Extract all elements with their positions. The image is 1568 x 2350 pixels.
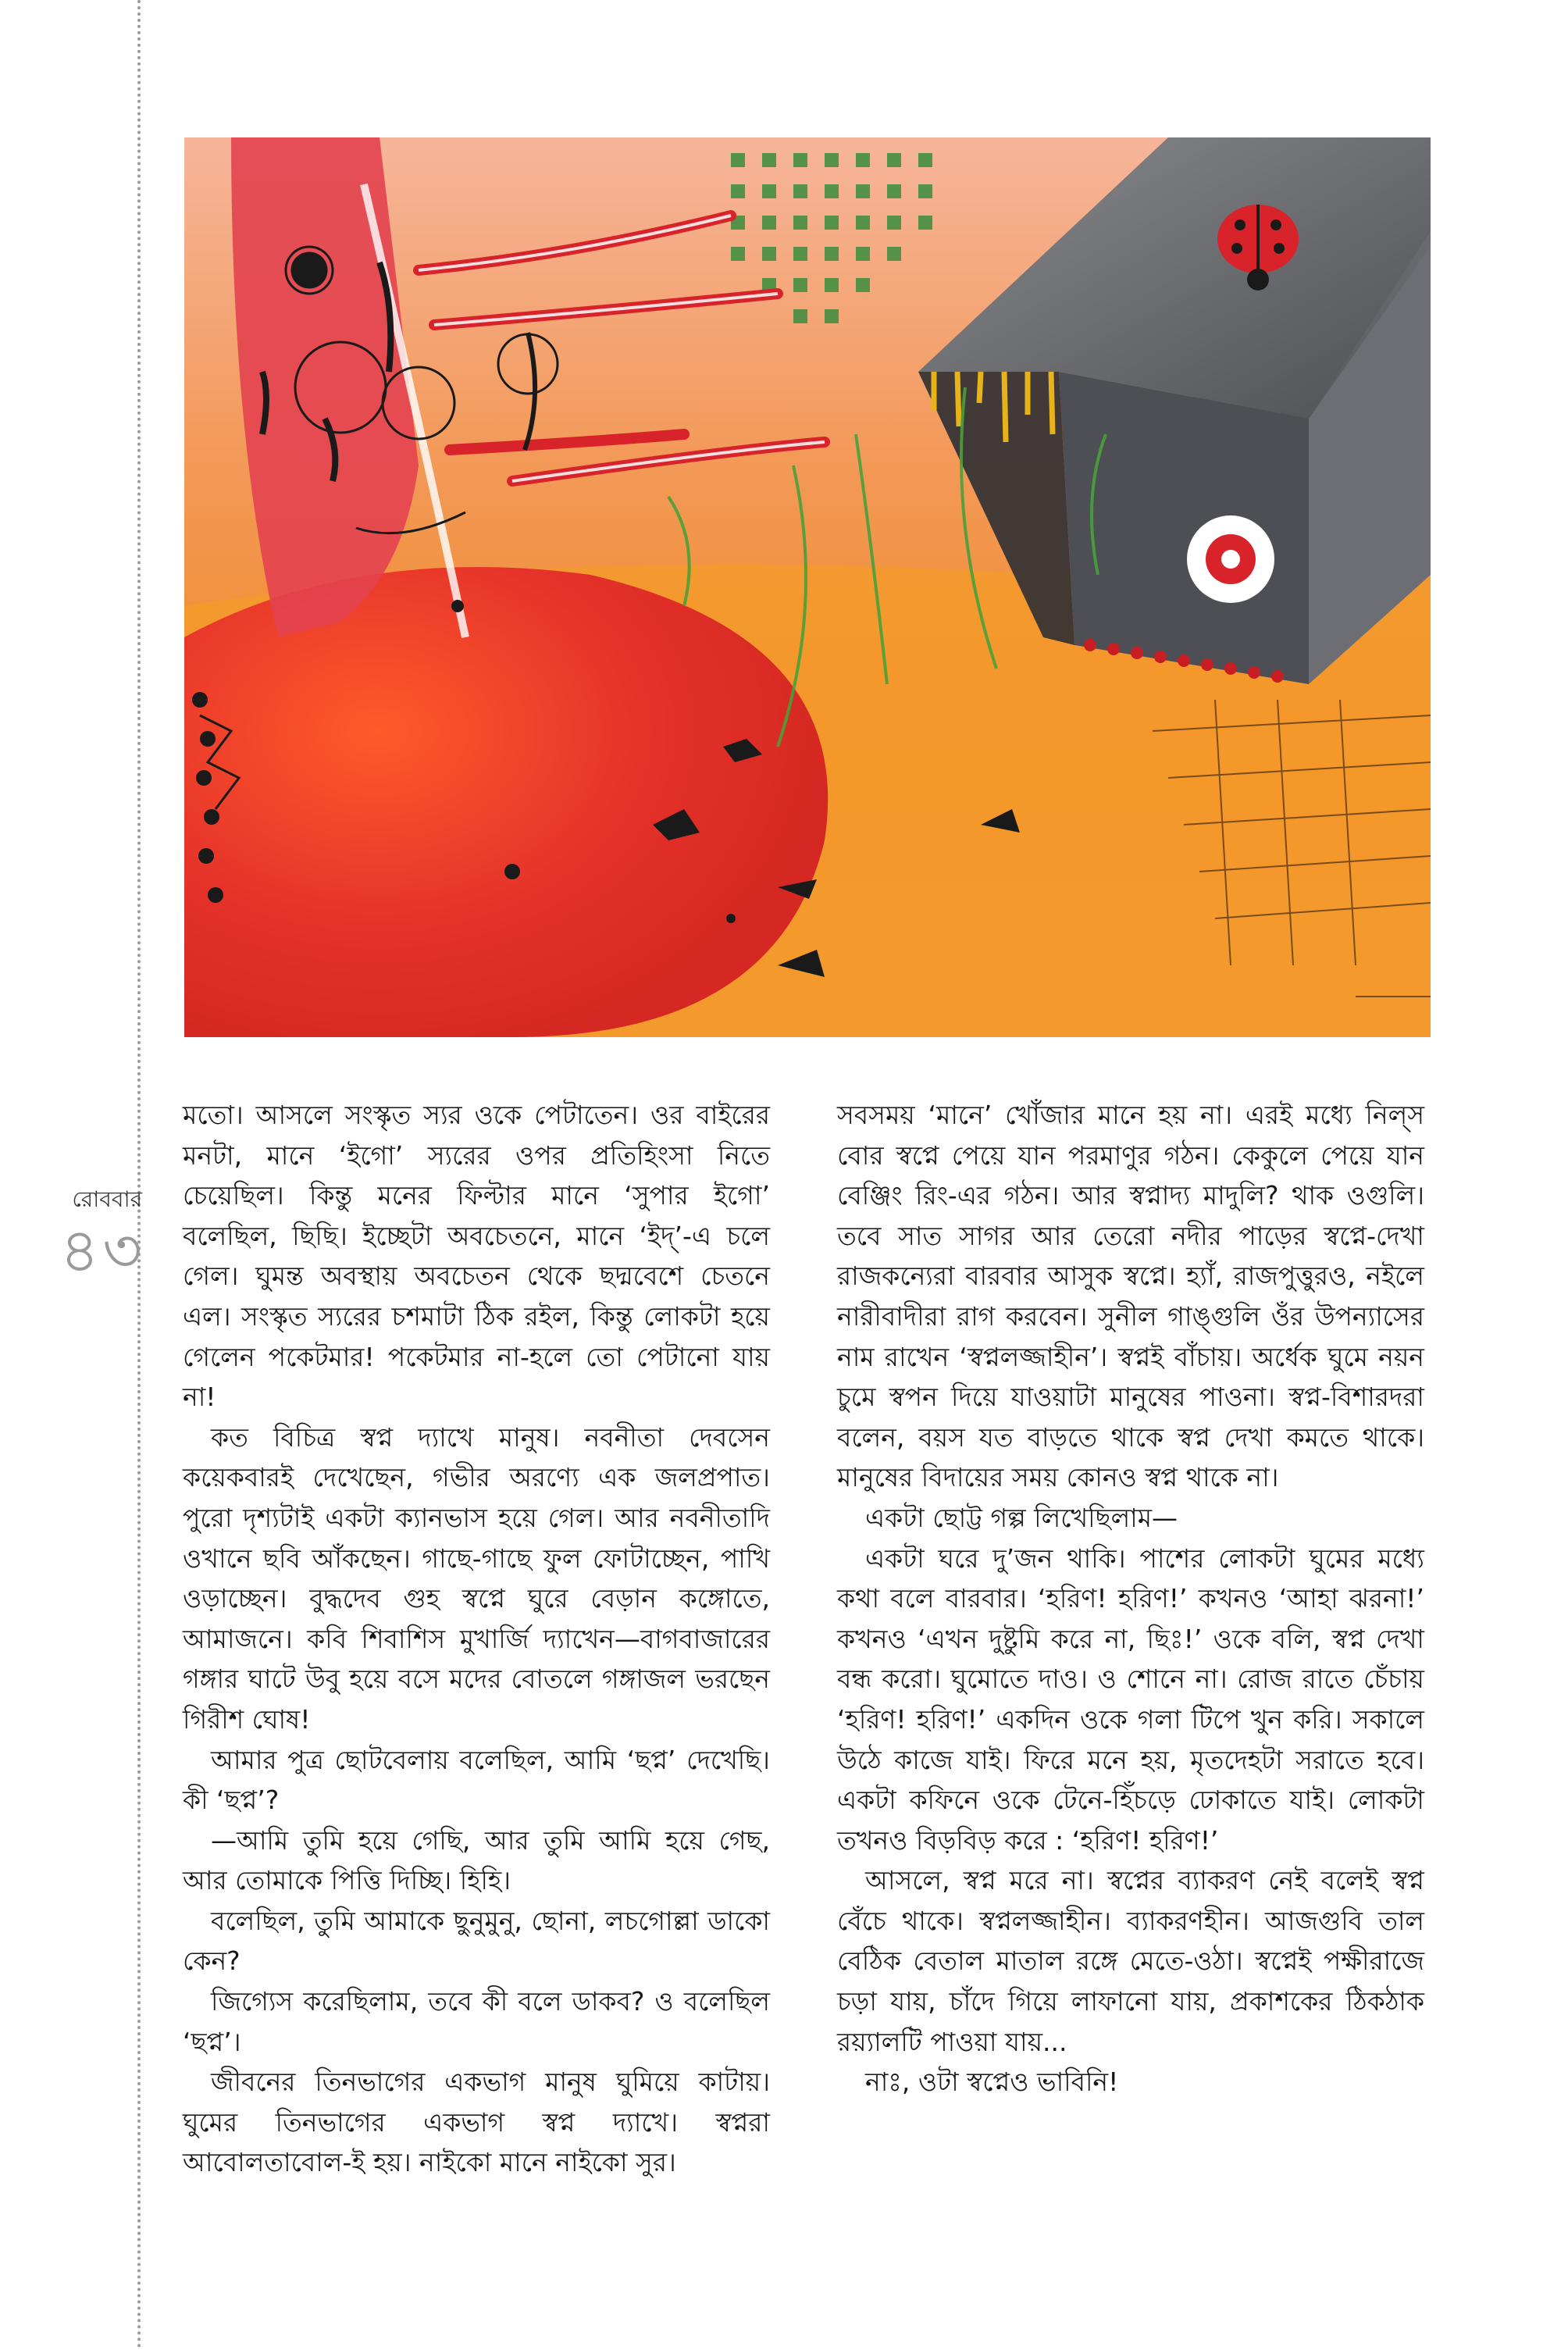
- grey-box-front: [1059, 372, 1309, 684]
- paragraph: —আমি তুমি হয়ে গেছি, আর তুমি আমি হয়ে গেছ, আর তোমাকে পিত্তি দিচ্ছি। হিহি।: [183, 1824, 770, 1896]
- paragraph: নাঃ, ওটা স্বপ্নেও ভাবিনি!: [865, 2067, 1119, 2098]
- paragraph: বলেছিল, তুমি আমাকে ছুনুমুনু, ছোনা, লচগোল্লা ডাকো কেন?: [183, 1905, 770, 1977]
- page-number: ৪৩: [59, 1216, 145, 1286]
- paragraph: জিগ্যেস করেছিলাম, তবে কী বলে ডাকব? ও বলেছিল ‘ছপ্ন’।: [183, 1986, 770, 2057]
- paragraph: একটা ছোট্ট গল্প লিখেছিলাম—: [865, 1502, 1178, 1533]
- abstract-painting: [184, 137, 1431, 1037]
- paragraph: আসলে, স্বপ্ন মরে না। স্বপ্নের ব্যাকরণ নেই বলেই স্বপ্ন বেঁচে থাকে। স্বপ্নলজ্জাহীন। ব্যাকরণহীন। আজগুবি তাল বেঠিক বেতাল মাতাল রঙ্গে মেতে-ওঠা। স্বপ্নেই পক্ষীরাজে চড়া যায়, চাঁদে গিয়ে লাফানো যায়, প্রকাশকের ঠিকঠাক রয়্যালটি পাওয়া যায়...: [837, 1865, 1424, 2057]
- folio-label: রোববার: [72, 1186, 142, 1212]
- paragraph: সবসময় ‘মানে’ খোঁজার মানে হয় না। এরই মধ্যে নিল্‌স বোর স্বপ্নে পেয়ে যান পরমাণুর গঠন। কেকুলে পেয়ে যান বেঞ্জিং রিং-এর গঠন। আর স্বপ্নাদ্য মাদুলি? থাক ওগুলি। তবে সাত সাগর আর তেরো নদীর পাড়ের স্বপ্নে-দেখা রাজকন্যেরা বারবার আসুক স্বপ্নে। হ্যাঁ, রাজপুত্তুরও, নইলে নারীবাদীরা রাগ করবেন। সুনীল গাঙ্গুলি ওঁর উপন্যাসের নাম রাখেন ‘স্বপ্নলজ্জাহীন’। স্বপ্নই বাঁচায়। অর্ধেক ঘুমে নয়ন চুমে স্বপন দিয়ে যাওয়াটা মানুষের পাওনা। স্বপ্ন-বিশারদরা বলেন, বয়স যত বাড়তে থাকে স্বপ্ন দেখা কমতে থাকে। মানুষের বিদায়ের সময় কোনও স্বপ্ন থাকে না।: [837, 1100, 1424, 1493]
- paragraph: একটা ঘরে দু’জন থাকি। পাশের লোকটা ঘুমের মধ্যে কথা বলে বারবার। ‘হরিণ! হরিণ!’ কখনও ‘আহা ঝরনা!’ কখনও ‘এখন দুষ্টুমি করে না, ছিঃ!’ ওকে বলি, স্বপ্ন দেখা বন্ধ করো। ঘুমোতে দাও। ও শোনে না। রোজ রাতে চেঁচায় ‘হরিণ! হরিণ!’ একদিন ওকে গলা টিপে খুন করি। সকালে উঠে কাজে যাই। ফিরে মনে হয়, মৃতদেহটা সরাতে হবে। একটা কফিনে ওকে টেনে-হিঁচড়ে ঢোকাতে যাই। লোকটা তখনও বিড়বিড় করে : ‘হরিণ! হরিণ!’: [837, 1542, 1424, 1856]
- article-left-column: [183, 1095, 770, 2183]
- paragraph: আমার পুত্র ছোটবেলায় বলেছিল, আমি ‘ছপ্ন’ দেখেছি। কী ‘ছপ্ন’?: [183, 1744, 770, 1816]
- paragraph: জীবনের তিনভাগের একভাগ মানুষ ঘুমিয়ে কাটায়। ঘুমের তিনভাগের একভাগ স্বপ্ন দ্যাখে। স্বপ্নরা আবোলতাবোল-ই হয়। নাইকো মানে নাইকো সুর।: [183, 2067, 770, 2178]
- article-right-column: [837, 1095, 1424, 2102]
- painting-canvas: [184, 137, 1431, 1037]
- red-sphere: [184, 567, 828, 1037]
- margin-dotted-rule: [137, 0, 141, 2350]
- folio: [52, 1182, 145, 1286]
- paragraph: কত বিচিত্র স্বপ্ন দ্যাখে মানুষ। নবনীতা দেবসেন কয়েকবারই দেখেছেন, গভীর অরণ্যে এক জলপ্রপাত। পুরো দৃশ্যটাই একটা ক্যানভাস হয়ে গেল। আর নবনীতাদি ওখানে ছবি আঁকছেন। গাছে-গাছে ফুল ফোটাচ্ছেন, পাখি ওড়াচ্ছেন। বুদ্ধদেব গুহ স্বপ্নে ঘুরে বেড়ান কঙ্গোতে, আমাজনে। কবি শিবাশিস মুখার্জি দ্যাখেন—বাগবাজারের গঙ্গার ঘাটে উবু হয়ে বসে মদের বোতলে গঙ্গাজল ভরছেন গিরীশ ঘোষ!: [183, 1421, 770, 1735]
- eye-target: [1187, 515, 1274, 603]
- paragraph: মতো। আসলে সংস্কৃত স্যর ওকে পেটাতেন। ওর বাইরের মনটা, মানে ‘ইগো’ স্যরের ওপর প্রতিহিংসা নিতে চেয়েছিল। কিন্তু মনের ফিল্টার মানে ‘সুপার ইগো’ বলেছিল, ছিছি। ইচ্ছেটা অবচেতনে, মানে ‘ইদ্’-এ চলে গেল। ঘুমন্ত অবস্থায় অবচেতন থেকে ছদ্মবেশে চেতনে এল। সংস্কৃত স্যরের চশমাটা ঠিক রইল, কিন্তু লোকটা হয়ে গেলেন পকেটমার! পকেটমার না-হলে তো পেটানো যায় না!: [183, 1100, 770, 1413]
